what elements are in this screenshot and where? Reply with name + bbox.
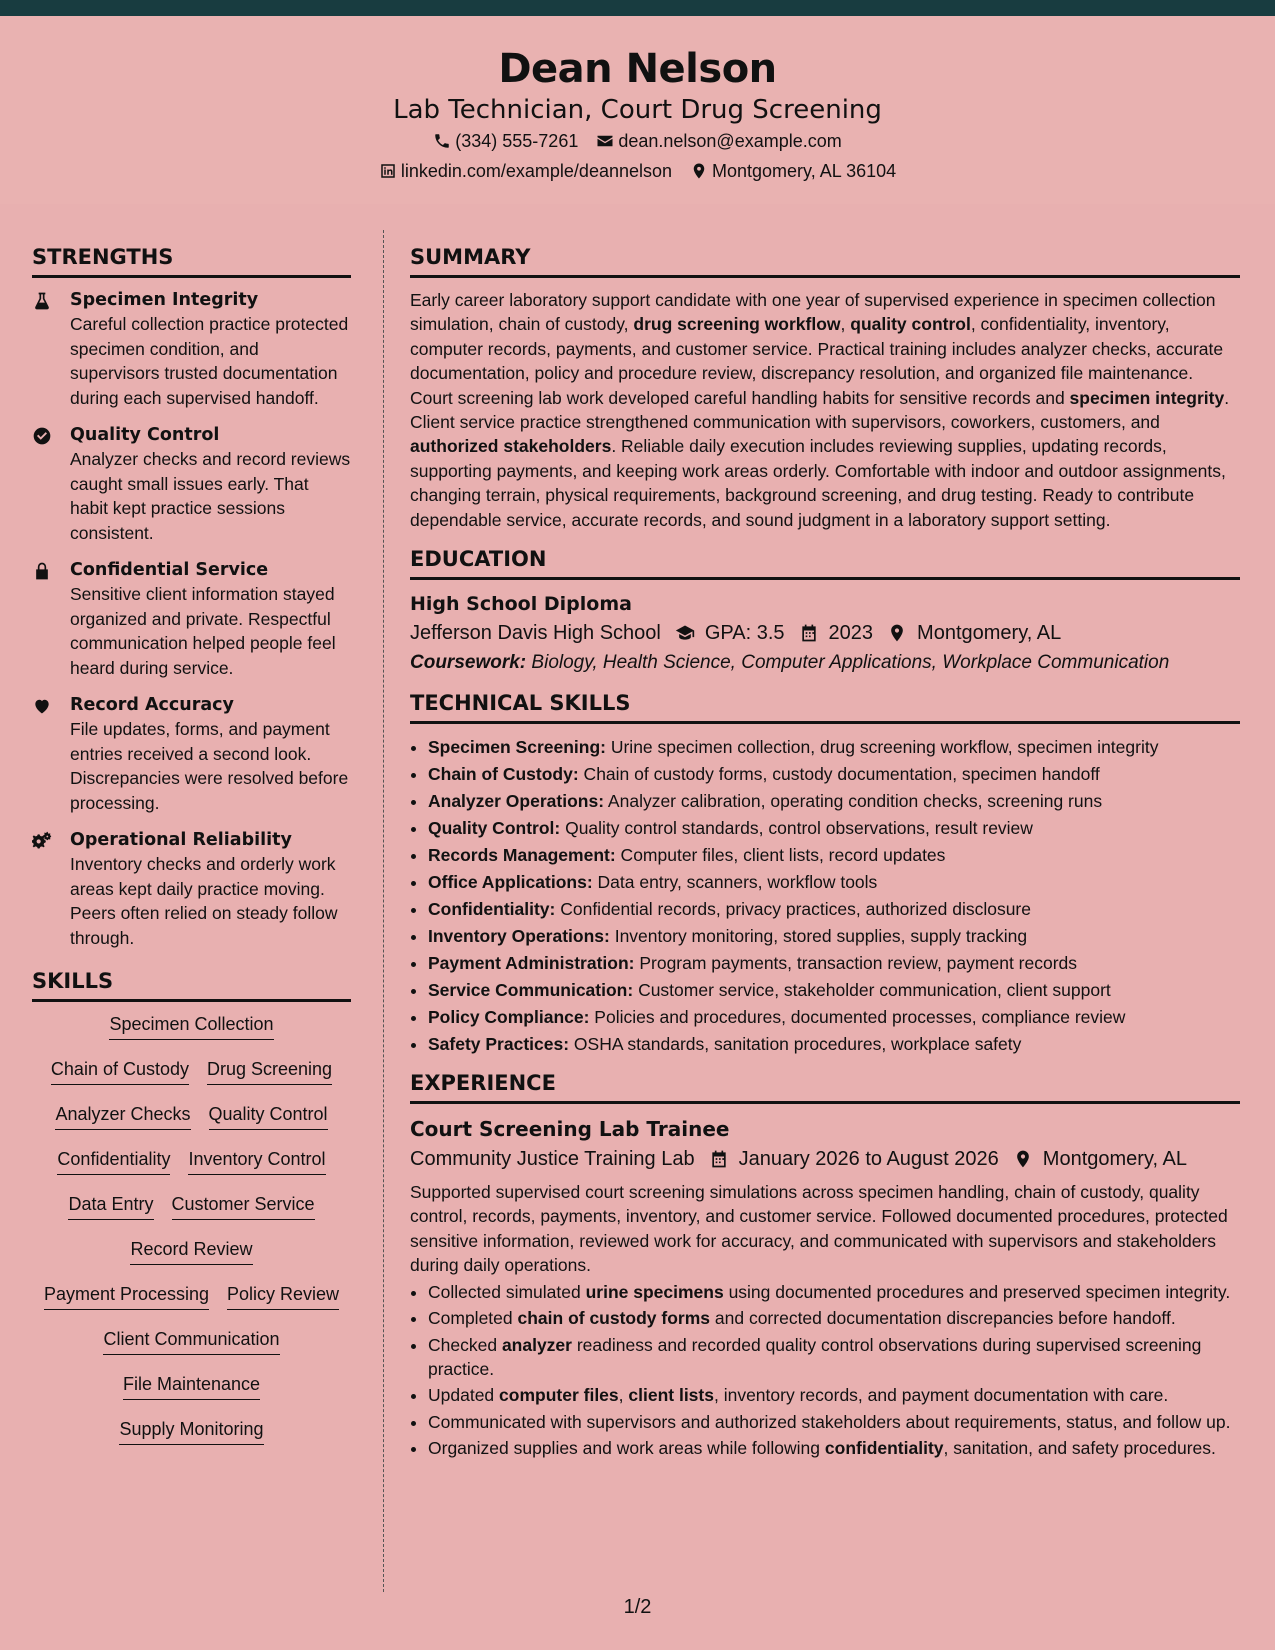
experience-description: Supported supervised court screening simulations across specimen handling, chain of custody, quality control, records, payments, inventory, and customer service. Followed documented procedures, protected sensitive information, reviewed work for accuracy, and communicated with supervisors and stakeholders during daily operations.: [410, 1182, 1228, 1276]
bullet-text: , sanitation, and safety procedures.: [943, 1438, 1216, 1459]
education-gpa: GPA: 3.5: [704, 622, 785, 645]
summary-emphasis: drug screening workflow: [633, 314, 841, 335]
technical-skill-item: [428, 788, 1240, 815]
technical-skill-value: Policies and procedures, documented processes, compliance review: [589, 1007, 1126, 1028]
strength-item: [32, 288, 351, 410]
technical-skill-item: [428, 761, 1240, 788]
technical-skill-item: [428, 950, 1240, 977]
skill-tag: Customer Service: [172, 1192, 315, 1220]
skill-tag: Policy Review: [227, 1282, 339, 1310]
technical-skill-value: Confidential records, privacy practices, authorized disclosure: [555, 899, 1031, 920]
skill-tag: Inventory Control: [188, 1147, 325, 1175]
experience-location: Montgomery, AL: [1042, 1148, 1187, 1171]
location-contact: [690, 156, 896, 186]
coursework-line: [410, 648, 1240, 678]
experience-org: Community Justice Training Lab: [410, 1148, 695, 1171]
bullet-emphasis: client lists: [628, 1385, 714, 1406]
skill-row: [109, 1012, 273, 1057]
skill-tag: Quality Control: [209, 1102, 328, 1130]
strength-title: Operational Reliability: [70, 830, 292, 850]
check-circle-icon: [32, 426, 52, 446]
resume-header: [0, 16, 1275, 204]
technical-skill-label: Analyzer Operations:: [428, 791, 605, 812]
strength-desc: Analyzer checks and record reviews caught small issues early. That habit kept practice sessions consistent.: [70, 449, 351, 543]
skill-row: [130, 1237, 252, 1282]
technical-skill-label: Confidentiality:: [428, 899, 556, 920]
technical-skill-label: Service Communication:: [428, 980, 634, 1001]
technical-skill-value: Data entry, scanners, workflow tools: [592, 872, 878, 893]
technical-skill-item: [428, 923, 1240, 950]
flask-icon: [32, 291, 52, 311]
skill-tag: Analyzer Checks: [55, 1102, 190, 1130]
strength-title: Record Accuracy: [70, 695, 234, 715]
experience-details: [410, 1144, 1240, 1174]
technical-skill-value: Chain of custody forms, custody documentation, specimen handoff: [578, 764, 1100, 785]
technical-skill-item: [428, 896, 1240, 923]
technical-skill-label: Chain of Custody:: [428, 764, 579, 785]
bullet-emphasis: computer files: [499, 1385, 619, 1406]
strength-desc: File updates, forms, and payment entries received a second look. Discrepancies were resolved before processing.: [70, 719, 349, 813]
coursework-list: Biology, Health Science, Computer Applications, Workplace Communication: [531, 652, 1170, 674]
skill-row: [44, 1282, 339, 1327]
technical-skill-label: Safety Practices:: [428, 1034, 570, 1055]
skill-row: [51, 1057, 332, 1102]
technical-skill-item: [428, 815, 1240, 842]
strength-desc: Careful collection practice protected specimen condition, and supervisors trusted documentation during each supervised handoff.: [70, 314, 349, 408]
strength-item: [32, 423, 351, 545]
technical-skill-label: Records Management:: [428, 845, 616, 866]
gears-icon: [32, 831, 52, 851]
technical-skill-item: [428, 842, 1240, 869]
contact-row-1: [0, 126, 1275, 156]
email-contact[interactable]: [596, 126, 841, 156]
skills-heading: SKILLS: [32, 968, 351, 1002]
strengths-list: [32, 288, 351, 950]
technical-skill-value: OSHA standards, sanitation procedures, workplace safety: [569, 1034, 1022, 1055]
technical-skill-item: [428, 869, 1240, 896]
summary-text: , confidentiality, inventory, computer records, payments, and customer service. Practical training includes analyzer checks, accurate documentation, policy and procedure review, discrepancy resolution, and organized file maintenance. Court screening lab work developed careful handling habits for sensitive records and: [410, 314, 1224, 408]
bullet-text: readiness and recorded quality control observations during supervised screening practice.: [428, 1334, 1202, 1379]
candidate-name: Dean Nelson: [498, 46, 777, 92]
skill-tag: Payment Processing: [44, 1282, 209, 1310]
education-year: 2023: [828, 622, 874, 645]
bullet-text: ,: [618, 1385, 629, 1406]
technical-skill-item: [428, 734, 1240, 761]
bullet-text: Collected simulated: [428, 1281, 586, 1302]
summary-text: . Client service practice strengthened communication with supervisors, coworkers, customers, and: [410, 387, 1230, 433]
skill-tag: File Maintenance: [123, 1372, 260, 1400]
technical-skill-item: [428, 977, 1240, 1004]
email-text: dean.nelson@example.com: [618, 131, 842, 151]
skill-row: [57, 1147, 325, 1192]
skill-tag: Confidentiality: [57, 1147, 170, 1175]
skill-row: [68, 1192, 314, 1237]
technical-skill-value: Urine specimen collection, drug screening workflow, specimen integrity: [605, 737, 1159, 758]
contact-row-2: [0, 156, 1275, 186]
technical-skills-heading: TECHNICAL SKILLS: [410, 690, 1240, 724]
technical-skill-value: Program payments, transaction review, payment records: [634, 953, 1078, 974]
technical-skill-value: Computer files, client lists, record updates: [615, 845, 946, 866]
experience-bullets: [410, 1280, 1240, 1461]
education-heading: EDUCATION: [410, 546, 1240, 580]
lock-icon: [32, 561, 52, 581]
technical-skill-item: [428, 1004, 1240, 1031]
education-location: Montgomery, AL: [917, 622, 1062, 645]
skill-row: [123, 1372, 260, 1417]
technical-skill-value: Analyzer calibration, operating condition checks, screening runs: [604, 791, 1103, 812]
strength-title: Confidential Service: [70, 560, 269, 580]
bullet-text: using documented procedures and preserved specimen integrity.: [723, 1281, 1231, 1302]
summary-text: ,: [840, 314, 851, 335]
linkedin-text: linkedin.com/example/deannelson: [400, 161, 673, 181]
skill-tag: Chain of Custody: [51, 1057, 189, 1085]
strength-item: [32, 693, 351, 815]
summary-emphasis: quality control: [850, 314, 971, 335]
bullet-text: Updated: [428, 1385, 500, 1406]
linkedin-contact[interactable]: [379, 156, 672, 186]
education-details: [410, 618, 1240, 648]
bullet-emphasis: chain of custody forms: [517, 1308, 711, 1329]
phone-contact: [433, 126, 578, 156]
technical-skill-label: Inventory Operations:: [428, 926, 610, 947]
strength-item: [32, 558, 351, 680]
bullet-text: Checked: [428, 1334, 502, 1355]
graduation-cap-icon: [675, 623, 695, 643]
calendar-icon: [709, 1149, 729, 1169]
experience-job-title: Court Screening Lab Trainee: [410, 1117, 730, 1142]
summary-heading: SUMMARY: [410, 244, 1240, 278]
summary-text: Early career laboratory support candidate with one year of supervised experience in specimen collection simulation, chain of custody,: [410, 290, 1216, 335]
education-degree: High School Diploma: [410, 593, 632, 616]
top-accent-bar: [0, 0, 1275, 16]
skill-tag: Specimen Collection: [109, 1012, 273, 1040]
bullet-emphasis: confidentiality: [824, 1438, 944, 1459]
skill-row: [103, 1327, 279, 1372]
skill-tag: Client Communication: [103, 1327, 279, 1355]
skill-tag: Drug Screening: [207, 1057, 332, 1085]
experience-bullet: [428, 1306, 1240, 1330]
right-column: [410, 244, 1240, 1463]
location-text: Montgomery, AL 36104: [712, 161, 897, 181]
technical-skill-label: Policy Compliance:: [428, 1007, 590, 1028]
skill-tag: Data Entry: [68, 1192, 153, 1220]
skill-tag: Record Review: [130, 1237, 252, 1265]
experience-bullet: [428, 1410, 1240, 1434]
skill-row: [55, 1102, 327, 1147]
bullet-text: Completed: [428, 1308, 518, 1329]
skill-row: [119, 1417, 263, 1462]
technical-skill-value: Customer service, stakeholder communication, client support: [633, 980, 1111, 1001]
column-divider: [383, 230, 384, 1592]
bullet-text: , inventory records, and payment documentation with care.: [713, 1385, 1169, 1406]
experience-bullet: [428, 1333, 1240, 1382]
envelope-icon: [596, 132, 614, 150]
page-number: 1/2: [623, 1596, 652, 1618]
technical-skill-label: Payment Administration:: [428, 953, 635, 974]
coursework-label: Coursework:: [410, 652, 527, 674]
bullet-emphasis: analyzer: [501, 1334, 572, 1355]
technical-skill-value: Inventory monitoring, stored supplies, supply tracking: [609, 926, 1028, 947]
bullet-text: and corrected documentation discrepancies before handoff.: [710, 1308, 1176, 1329]
summary-emphasis: specimen integrity: [1069, 387, 1225, 408]
calendar-icon: [799, 623, 819, 643]
skill-tag: Supply Monitoring: [119, 1417, 263, 1445]
summary-paragraph: [410, 288, 1240, 532]
technical-skill-label: Specimen Screening:: [428, 737, 606, 758]
experience-bullet: [428, 1280, 1240, 1304]
bullet-text: Organized supplies and work areas while following: [428, 1438, 825, 1459]
strength-item: [32, 828, 351, 950]
strengths-heading: STRENGTHS: [32, 244, 351, 278]
map-pin-icon: [887, 623, 907, 643]
experience-bullet: [428, 1383, 1240, 1407]
experience-dates: January 2026 to August 2026: [738, 1148, 999, 1171]
strength-desc: Sensitive client information stayed organized and private. Respectful communication helped people feel heard during service.: [70, 584, 336, 678]
phone-text: (334) 555-7261: [455, 131, 579, 151]
experience-bullet: [428, 1436, 1240, 1460]
strength-title: Quality Control: [70, 425, 220, 445]
skills-list: [32, 1012, 351, 1462]
job-title: Lab Technician, Court Drug Screening: [393, 95, 882, 125]
strength-desc: Inventory checks and orderly work areas kept daily practice moving. Peers often relied on steady follow through.: [70, 854, 338, 948]
technical-skill-item: [428, 1031, 1240, 1058]
summary-emphasis: authorized stakeholders: [410, 436, 612, 457]
school-name: Jefferson Davis High School: [410, 622, 661, 645]
technical-skill-label: Office Applications:: [428, 872, 593, 893]
experience-heading: EXPERIENCE: [410, 1070, 1240, 1104]
technical-skills-list: [410, 734, 1240, 1058]
strength-title: Specimen Integrity: [70, 290, 259, 310]
technical-skill-label: Quality Control:: [428, 818, 561, 839]
map-pin-icon: [1013, 1149, 1033, 1169]
technical-skill-value: Quality control standards, control observations, result review: [560, 818, 1033, 839]
bullet-emphasis: urine specimens: [585, 1281, 724, 1302]
phone-icon: [433, 132, 451, 150]
summary-text: . Reliable daily execution includes reviewing supplies, updating records, supporting payments, and keeping work areas orderly. Comfortable with indoor and outdoor assignments, changing terrain, physical requirements, background screening, and drug testing. Ready to contribute dependable service, accurate records, and sound judgment in a laboratory support setting.: [410, 436, 1226, 530]
linkedin-icon: [379, 162, 397, 180]
heart-icon: [32, 696, 52, 716]
bullet-text: Communicated with supervisors and authorized stakeholders about requirements, status, and follow up.: [428, 1411, 1231, 1432]
map-pin-icon: [690, 162, 708, 180]
left-column: [32, 244, 351, 1462]
